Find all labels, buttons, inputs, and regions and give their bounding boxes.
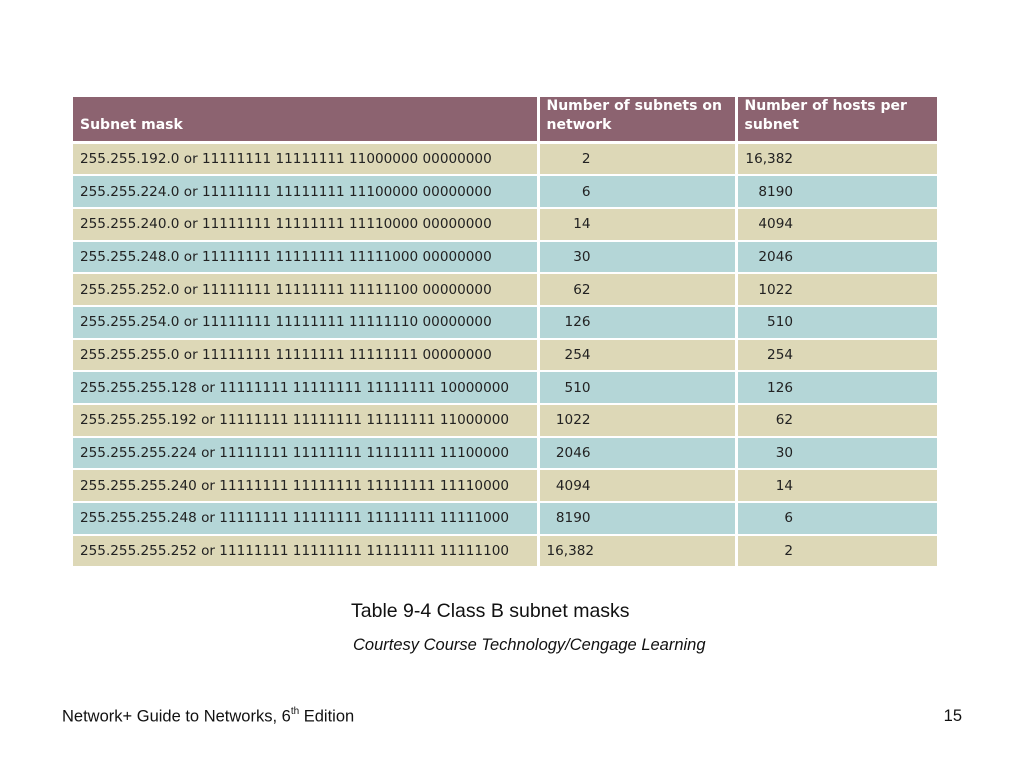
table-row [73,241,937,274]
cell-hosts-per-subnet: 254 [736,339,937,372]
cell-subnet-mask: 255.255.254.0 or 11111111 11111111 11111110 00000000 [73,306,538,339]
cell-subnet-mask: 255.255.224.0 or 11111111 11111111 11100000 00000000 [73,175,538,208]
cell-subnet-mask: 255.255.255.0 or 11111111 11111111 11111111 00000000 [73,339,538,372]
table-row [73,306,937,339]
cell-subnet-mask: 255.255.255.192 or 11111111 11111111 11111111 11000000 [73,404,538,437]
footer-title-prefix: Network+ Guide to Networks, 6 [62,707,291,726]
footer-title-suffix: Edition [299,707,355,726]
cell-hosts-per-subnet: 8190 [736,175,937,208]
cell-number-of-subnets: 1022 [538,404,736,437]
cell-number-of-subnets: 16,382 [538,535,736,568]
cell-subnet-mask: 255.255.255.224 or 11111111 11111111 11111111 11100000 [73,437,538,470]
table-row [73,143,937,176]
table-row [73,535,937,568]
cell-number-of-subnets: 254 [538,339,736,372]
table-caption: Table 9-4 Class B subnet masks [351,600,630,622]
table-header-row [73,97,937,143]
cell-subnet-mask: 255.255.192.0 or 11111111 11111111 11000000 00000000 [73,143,538,176]
cell-number-of-subnets: 2 [538,143,736,176]
header-number-of-subnets: Number of subnets on network [538,97,736,143]
cell-subnet-mask: 255.255.255.252 or 11111111 11111111 11111111 11111100 [73,535,538,568]
cell-hosts-per-subnet: 2046 [736,241,937,274]
table-row [73,175,937,208]
cell-number-of-subnets: 14 [538,208,736,241]
table-row [73,437,937,470]
subnet-mask-table [73,97,937,568]
table-row [73,371,937,404]
table-row [73,502,937,535]
cell-number-of-subnets: 62 [538,273,736,306]
cell-number-of-subnets: 30 [538,241,736,274]
cell-hosts-per-subnet: 2 [736,535,937,568]
cell-hosts-per-subnet: 62 [736,404,937,437]
cell-subnet-mask: 255.255.255.240 or 11111111 11111111 11111111 11110000 [73,469,538,502]
cell-hosts-per-subnet: 1022 [736,273,937,306]
table-row [73,404,937,437]
table-row [73,469,937,502]
cell-hosts-per-subnet: 4094 [736,208,937,241]
page-number: 15 [943,707,962,725]
cell-subnet-mask: 255.255.255.128 or 11111111 11111111 11111111 10000000 [73,371,538,404]
courtesy-credit: Courtesy Course Technology/Cengage Learning [353,636,706,654]
cell-hosts-per-subnet: 30 [736,437,937,470]
header-hosts-per-subnet: Number of hosts per subnet [736,97,937,143]
cell-subnet-mask: 255.255.248.0 or 11111111 11111111 11111000 00000000 [73,241,538,274]
table-row [73,339,937,372]
cell-number-of-subnets: 2046 [538,437,736,470]
cell-hosts-per-subnet: 16,382 [736,143,937,176]
cell-hosts-per-subnet: 126 [736,371,937,404]
cell-number-of-subnets: 4094 [538,469,736,502]
cell-number-of-subnets: 8190 [538,502,736,535]
cell-hosts-per-subnet: 14 [736,469,937,502]
cell-number-of-subnets: 126 [538,306,736,339]
table-row [73,208,937,241]
footer-book-title [62,707,354,727]
cell-hosts-per-subnet: 6 [736,502,937,535]
table-row [73,273,937,306]
table-body [73,143,937,568]
cell-subnet-mask: 255.255.240.0 or 11111111 11111111 11110000 00000000 [73,208,538,241]
cell-subnet-mask: 255.255.252.0 or 11111111 11111111 11111100 00000000 [73,273,538,306]
cell-hosts-per-subnet: 510 [736,306,937,339]
cell-subnet-mask: 255.255.255.248 or 11111111 11111111 11111111 11111000 [73,502,538,535]
cell-number-of-subnets: 6 [538,175,736,208]
header-subnet-mask: Subnet mask [73,97,538,143]
footer-title-sup: th [290,706,300,717]
cell-number-of-subnets: 510 [538,371,736,404]
